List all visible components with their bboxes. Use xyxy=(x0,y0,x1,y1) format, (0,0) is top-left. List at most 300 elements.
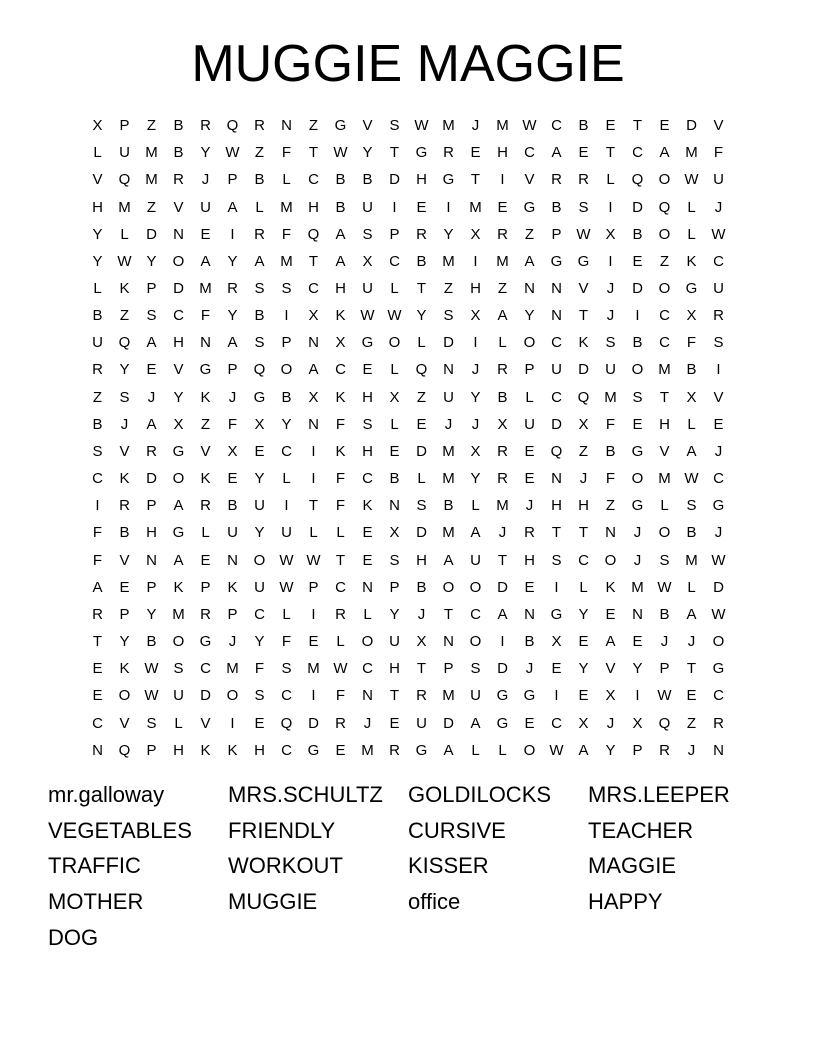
grid-letter: G xyxy=(172,524,185,542)
grid-letter: P xyxy=(524,361,535,379)
grid-letter: F xyxy=(335,687,346,705)
grid-letter: V xyxy=(119,442,130,460)
grid-letter: W xyxy=(522,117,537,135)
grid-letter: J xyxy=(471,415,480,433)
grid-letter: A xyxy=(173,551,184,569)
grid-letter: A xyxy=(443,741,454,759)
grid-letter: G xyxy=(307,741,320,759)
grid-letter: X xyxy=(605,225,616,243)
word-list xyxy=(48,777,768,955)
grid-letter: M xyxy=(496,497,509,515)
grid-letter: X xyxy=(605,687,616,705)
grid-letter: J xyxy=(660,633,669,651)
grid-letter: Y xyxy=(470,388,481,406)
grid-letter: S xyxy=(281,660,292,678)
grid-letter: Q xyxy=(658,714,671,732)
grid-letter: V xyxy=(362,117,373,135)
word-search-grid xyxy=(84,112,732,764)
grid-letter: W xyxy=(576,225,591,243)
grid-letter: Z xyxy=(119,307,130,325)
grid-letter: E xyxy=(524,578,535,596)
grid-letter: F xyxy=(254,660,265,678)
grid-letter: R xyxy=(146,442,157,460)
grid-letter: Q xyxy=(118,741,131,759)
word-list-item: KISSER xyxy=(408,853,489,879)
grid-letter: J xyxy=(201,171,210,189)
grid-letter: C xyxy=(578,551,589,569)
grid-letter: E xyxy=(92,687,103,705)
grid-letter: W xyxy=(657,687,672,705)
grid-letter: N xyxy=(713,741,724,759)
grid-letter: I xyxy=(446,198,451,216)
grid-letter: T xyxy=(497,551,508,569)
grid-letter: L xyxy=(606,171,615,189)
word-list-item: MOTHER xyxy=(48,889,144,915)
grid-letter: C xyxy=(551,714,562,732)
grid-letter: N xyxy=(551,280,562,298)
grid-letter: F xyxy=(227,415,238,433)
grid-letter: U xyxy=(524,415,535,433)
grid-letter: K xyxy=(578,334,589,352)
grid-letter: B xyxy=(335,198,346,216)
grid-letter: G xyxy=(712,497,725,515)
grid-letter: A xyxy=(173,497,184,515)
grid-letter: Y xyxy=(254,633,265,651)
grid-letter: M xyxy=(361,741,374,759)
grid-letter: Y xyxy=(470,470,481,488)
grid-letter: A xyxy=(497,307,508,325)
grid-letter: C xyxy=(551,334,562,352)
grid-letter: M xyxy=(442,524,455,542)
grid-letter: F xyxy=(335,470,346,488)
grid-letter: L xyxy=(336,633,345,651)
grid-letter: R xyxy=(497,442,508,460)
grid-letter: R xyxy=(200,605,211,623)
grid-letter: E xyxy=(632,252,643,270)
grid-letter: N xyxy=(308,415,319,433)
grid-letter: F xyxy=(281,225,292,243)
grid-letter: N xyxy=(308,334,319,352)
grid-letter: Z xyxy=(659,252,670,270)
grid-letter: F xyxy=(605,470,616,488)
grid-letter: Y xyxy=(605,741,616,759)
grid-letter: H xyxy=(389,660,400,678)
grid-letter: L xyxy=(498,741,507,759)
grid-letter: X xyxy=(308,307,319,325)
grid-letter: C xyxy=(92,714,103,732)
grid-letter: P xyxy=(119,605,130,623)
grid-letter: E xyxy=(146,361,157,379)
grid-letter: Y xyxy=(146,605,157,623)
grid-letter: G xyxy=(172,442,185,460)
grid-letter: E xyxy=(578,687,589,705)
grid-letter: V xyxy=(524,171,535,189)
grid-letter: F xyxy=(92,524,103,542)
grid-letter: Y xyxy=(524,307,535,325)
grid-letter: B xyxy=(92,415,103,433)
grid-letter: Y xyxy=(632,660,643,678)
grid-letter: L xyxy=(282,470,291,488)
grid-letter: O xyxy=(712,633,725,651)
grid-letter: B xyxy=(254,307,265,325)
grid-letter: K xyxy=(335,307,346,325)
grid-letter: T xyxy=(416,660,427,678)
grid-letter: M xyxy=(442,117,455,135)
grid-letter: C xyxy=(308,280,319,298)
grid-letter: J xyxy=(417,605,426,623)
grid-letter: C xyxy=(200,660,211,678)
word-list-item: WORKOUT xyxy=(228,853,343,879)
grid-letter: W xyxy=(360,307,375,325)
grid-letter: O xyxy=(388,334,401,352)
grid-letter: B xyxy=(632,225,643,243)
grid-letter: L xyxy=(687,415,696,433)
grid-letter: Z xyxy=(254,144,265,162)
grid-letter: T xyxy=(470,171,481,189)
grid-letter: G xyxy=(199,633,212,651)
grid-letter: Q xyxy=(658,198,671,216)
grid-letter: W xyxy=(414,117,429,135)
grid-letter: C xyxy=(632,144,643,162)
grid-letter: J xyxy=(606,307,615,325)
grid-letter: B xyxy=(443,497,454,515)
grid-letter: M xyxy=(172,605,185,623)
grid-letter: V xyxy=(713,388,724,406)
grid-letter: R xyxy=(713,714,724,732)
grid-letter: M xyxy=(118,198,131,216)
grid-letter: S xyxy=(173,660,184,678)
grid-letter: U xyxy=(443,388,454,406)
grid-letter: W xyxy=(684,171,699,189)
grid-letter: X xyxy=(362,252,373,270)
grid-letter: S xyxy=(362,415,373,433)
grid-letter: E xyxy=(389,714,400,732)
grid-letter: O xyxy=(658,524,671,542)
word-list-item: MRS.SCHULTZ xyxy=(228,782,383,807)
grid-letter: S xyxy=(92,442,103,460)
grid-letter: R xyxy=(659,741,670,759)
grid-letter: M xyxy=(658,361,671,379)
grid-letter: I xyxy=(635,307,640,325)
word-list-item: TEACHER xyxy=(588,817,694,843)
grid-letter: V xyxy=(578,280,589,298)
grid-letter: I xyxy=(635,687,640,705)
grid-letter: L xyxy=(93,144,102,162)
grid-letter: M xyxy=(442,252,455,270)
grid-letter: V xyxy=(173,361,184,379)
grid-letter: T xyxy=(605,144,616,162)
grid-letter: G xyxy=(712,660,725,678)
grid-letter: H xyxy=(362,442,373,460)
grid-letter: Y xyxy=(254,524,265,542)
grid-letter: T xyxy=(92,633,103,651)
grid-letter: Q xyxy=(118,171,131,189)
grid-letter: S xyxy=(551,551,562,569)
grid-letter: E xyxy=(551,660,562,678)
grid-letter: Y xyxy=(92,225,103,243)
grid-letter: I xyxy=(311,605,316,623)
grid-letter: C xyxy=(551,388,562,406)
grid-letter: A xyxy=(146,334,157,352)
grid-letter: R xyxy=(92,605,103,623)
grid-letter: M xyxy=(280,252,293,270)
grid-letter: P xyxy=(119,117,130,135)
grid-letter: C xyxy=(524,144,535,162)
grid-letter: B xyxy=(119,524,130,542)
grid-letter: X xyxy=(578,714,589,732)
grid-letter: A xyxy=(659,144,670,162)
grid-letter: M xyxy=(442,442,455,460)
grid-letter: S xyxy=(362,225,373,243)
grid-letter: W xyxy=(306,551,321,569)
grid-letter: W xyxy=(279,551,294,569)
grid-letter: G xyxy=(550,252,563,270)
word-list-item: MRS.LEEPER xyxy=(588,782,730,807)
grid-letter: S xyxy=(254,334,265,352)
grid-letter: L xyxy=(93,280,102,298)
grid-letter: L xyxy=(309,524,318,542)
grid-letter: E xyxy=(362,524,373,542)
grid-letter: O xyxy=(658,225,671,243)
grid-letter: G xyxy=(415,741,428,759)
grid-letter: G xyxy=(496,714,509,732)
grid-letter: O xyxy=(469,578,482,596)
grid-letter: N xyxy=(281,117,292,135)
grid-letter: H xyxy=(173,741,184,759)
grid-letter: Q xyxy=(550,442,563,460)
grid-letter: Y xyxy=(200,144,211,162)
grid-letter: N xyxy=(389,497,400,515)
grid-letter: A xyxy=(200,252,211,270)
grid-letter: O xyxy=(604,551,617,569)
grid-letter: V xyxy=(659,442,670,460)
grid-letter: U xyxy=(389,633,400,651)
grid-letter: P xyxy=(443,660,454,678)
grid-letter: X xyxy=(173,415,184,433)
grid-letter: H xyxy=(470,280,481,298)
word-list-item: office xyxy=(408,889,461,915)
grid-letter: Q xyxy=(577,388,590,406)
grid-letter: Z xyxy=(578,442,589,460)
grid-letter: L xyxy=(390,361,399,379)
grid-letter: S xyxy=(146,307,157,325)
grid-letter: H xyxy=(92,198,103,216)
grid-letter: E xyxy=(254,442,265,460)
grid-letter: E xyxy=(92,660,103,678)
grid-letter: Y xyxy=(362,144,373,162)
grid-letter: S xyxy=(416,497,427,515)
grid-letter: L xyxy=(687,225,696,243)
grid-letter: F xyxy=(200,307,211,325)
grid-letter: N xyxy=(227,551,238,569)
grid-letter: D xyxy=(200,687,211,705)
grid-letter: K xyxy=(686,252,697,270)
grid-letter: M xyxy=(496,252,509,270)
grid-letter: H xyxy=(551,497,562,515)
grid-letter: Y xyxy=(416,307,427,325)
grid-letter: Z xyxy=(605,497,616,515)
grid-letter: U xyxy=(281,524,292,542)
grid-letter: Y xyxy=(227,307,238,325)
grid-letter: B xyxy=(362,171,373,189)
grid-letter: B xyxy=(416,578,427,596)
grid-letter: Y xyxy=(119,361,130,379)
grid-letter: C xyxy=(362,470,373,488)
grid-letter: K xyxy=(200,741,211,759)
grid-letter: I xyxy=(392,198,397,216)
grid-letter: N xyxy=(362,578,373,596)
grid-letter: L xyxy=(390,415,399,433)
grid-letter: O xyxy=(469,633,482,651)
grid-letter: T xyxy=(551,524,562,542)
grid-letter: C xyxy=(335,361,346,379)
grid-letter: D xyxy=(713,578,724,596)
grid-letter: X xyxy=(686,307,697,325)
grid-letter: A xyxy=(308,361,319,379)
grid-letter: J xyxy=(444,415,453,433)
grid-letter: W xyxy=(711,551,726,569)
grid-letter: I xyxy=(311,687,316,705)
grid-letter: Q xyxy=(226,117,239,135)
grid-letter: F xyxy=(281,633,292,651)
grid-letter: A xyxy=(335,252,346,270)
grid-letter: G xyxy=(523,198,536,216)
grid-letter: I xyxy=(473,252,478,270)
grid-letter: O xyxy=(226,687,239,705)
grid-letter: U xyxy=(200,198,211,216)
grid-letter: A xyxy=(227,198,238,216)
grid-letter: L xyxy=(255,198,264,216)
grid-letter: S xyxy=(632,388,643,406)
grid-letter: T xyxy=(578,524,589,542)
grid-letter: Z xyxy=(416,388,427,406)
grid-letter: G xyxy=(442,171,455,189)
grid-letter: R xyxy=(551,171,562,189)
grid-letter: S xyxy=(578,198,589,216)
grid-letter: B xyxy=(524,633,535,651)
grid-letter: X xyxy=(497,415,508,433)
grid-letter: B xyxy=(578,117,589,135)
grid-letter: T xyxy=(389,687,400,705)
grid-letter: S xyxy=(713,334,724,352)
grid-letter: S xyxy=(254,687,265,705)
grid-letter: N xyxy=(362,687,373,705)
grid-letter: E xyxy=(308,633,319,651)
grid-letter: U xyxy=(227,524,238,542)
grid-letter: F xyxy=(335,497,346,515)
grid-letter: C xyxy=(254,605,265,623)
grid-letter: L xyxy=(687,578,696,596)
grid-letter: J xyxy=(579,470,588,488)
grid-letter: K xyxy=(335,442,346,460)
grid-letter: A xyxy=(605,633,616,651)
grid-letter: R xyxy=(713,307,724,325)
grid-letter: P xyxy=(659,660,670,678)
grid-letter: S xyxy=(389,117,400,135)
grid-letter: R xyxy=(335,714,346,732)
grid-letter: F xyxy=(92,551,103,569)
grid-letter: X xyxy=(470,225,481,243)
grid-letter: L xyxy=(417,334,426,352)
grid-letter: S xyxy=(119,388,130,406)
grid-letter: U xyxy=(605,361,616,379)
grid-letter: Y xyxy=(578,660,589,678)
grid-letter: A xyxy=(470,524,481,542)
grid-letter: X xyxy=(470,442,481,460)
grid-letter: X xyxy=(578,415,589,433)
grid-letter: K xyxy=(173,578,184,596)
grid-letter: C xyxy=(308,171,319,189)
grid-letter: O xyxy=(253,551,266,569)
grid-letter: L xyxy=(336,524,345,542)
grid-letter: R xyxy=(173,171,184,189)
grid-letter: P xyxy=(227,361,238,379)
grid-letter: B xyxy=(173,144,184,162)
grid-letter: P xyxy=(227,605,238,623)
grid-letter: G xyxy=(199,361,212,379)
grid-letter: H xyxy=(173,334,184,352)
grid-letter: D xyxy=(146,470,157,488)
grid-letter: O xyxy=(442,578,455,596)
grid-letter: E xyxy=(659,117,670,135)
grid-letter: A xyxy=(335,225,346,243)
grid-letter: E xyxy=(416,415,427,433)
grid-letter: L xyxy=(174,714,183,732)
grid-letter: A xyxy=(524,252,535,270)
grid-letter: H xyxy=(362,388,373,406)
word-list-item: mr.galloway xyxy=(48,782,165,807)
grid-letter: S xyxy=(605,334,616,352)
grid-letter: O xyxy=(172,252,185,270)
grid-letter: Y xyxy=(227,252,238,270)
grid-letter: X xyxy=(254,415,265,433)
grid-letter: B xyxy=(497,388,508,406)
word-list-item: MUGGIE xyxy=(228,889,318,915)
page-title: MUGGIE MAGGIE xyxy=(191,35,625,93)
grid-letter: Z xyxy=(146,198,157,216)
grid-letter: E xyxy=(605,117,616,135)
grid-letter: M xyxy=(226,660,239,678)
grid-letter: A xyxy=(686,442,697,460)
grid-letter: G xyxy=(523,687,536,705)
grid-letter: Z xyxy=(443,280,454,298)
grid-letter: P xyxy=(308,578,319,596)
grid-letter: Z xyxy=(524,225,535,243)
word-list-item: TRAFFIC xyxy=(48,853,141,879)
grid-letter: H xyxy=(416,171,427,189)
grid-letter: B xyxy=(173,117,184,135)
grid-letter: J xyxy=(633,524,642,542)
grid-letter: E xyxy=(524,470,535,488)
grid-letter: N xyxy=(632,605,643,623)
grid-letter: C xyxy=(470,605,481,623)
grid-letter: D xyxy=(173,280,184,298)
grid-letter: T xyxy=(308,252,319,270)
grid-letter: O xyxy=(658,280,671,298)
grid-letter: R xyxy=(497,470,508,488)
grid-letter: J xyxy=(714,198,723,216)
grid-letter: L xyxy=(120,225,129,243)
grid-letter: T xyxy=(416,280,427,298)
grid-letter: E xyxy=(686,687,697,705)
grid-letter: T xyxy=(659,388,670,406)
grid-letter: Y xyxy=(119,633,130,651)
grid-letter: D xyxy=(308,714,319,732)
grid-letter: Z xyxy=(146,117,157,135)
grid-letter: S xyxy=(389,551,400,569)
grid-letter: K xyxy=(362,497,373,515)
grid-letter: K xyxy=(119,280,130,298)
